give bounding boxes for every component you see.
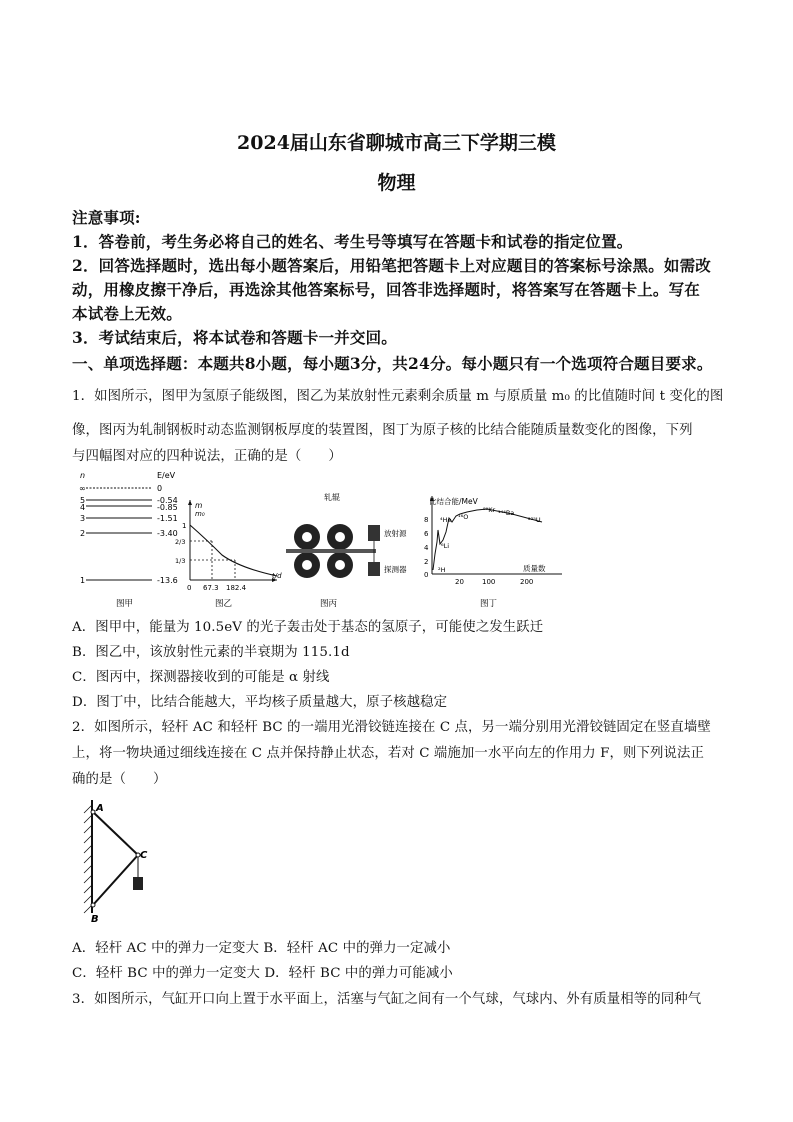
ytick: 2/3	[175, 538, 186, 546]
source-label: 放射源	[384, 529, 407, 538]
roller-label: 轧辊	[324, 493, 340, 502]
q1-stem-line: 像，图丙为轧制钢板时动态监测钢板厚度的装置图，图丁为原子核的比结合能随质量数变化的图像，下列	[72, 423, 693, 438]
q1-option-c: C．图丙中，探测器接收到的可能是 α 射线	[72, 670, 330, 685]
nuclide-label: ⁸⁹Kr	[483, 506, 496, 514]
roller-hub	[335, 560, 345, 570]
section-heading: 一、单项选择题：本题共8小题，每小题3分，共24分。每小题只有一个选项符合题目要求。	[72, 354, 713, 373]
ytick: 2	[424, 558, 429, 566]
q2-options-line: A．轻杆 AC 中的弹力一定变大 B．轻杆 AC 中的弹力一定减小	[72, 941, 451, 956]
n-axis-label: n	[80, 471, 86, 480]
rod-bc	[93, 855, 138, 905]
notice-item: 本试卷上无效。	[72, 304, 182, 323]
q1-option-a: A．图甲中，能量为 10.5eV 的光子轰击处于基态的氢原子，可能使之发生跃迁	[72, 620, 544, 635]
level-e: -0.54	[157, 496, 178, 505]
nuclide-label: ¹⁶O	[458, 513, 469, 521]
e-axis-label: E/eV	[157, 471, 176, 480]
subject-title: 物理	[377, 172, 416, 194]
q1-option-d: D．图丁中，比结合能越大，平均核子质量越大，原子核越稳定	[72, 695, 448, 710]
ytick: 6	[424, 530, 429, 538]
notice-item: 动，用橡皮擦干净后，再选涂其他答案标号，回答非选择题时，将答案写在答题卡上。写在	[72, 280, 701, 299]
level-e: -1.51	[157, 514, 178, 523]
q2-stem-line: 2．如图所示，轻杆 AC 和轻杆 BC 的一端用光滑铰链连接在 C 点，另一端分别用光滑铰链固定在竖直墙壁	[72, 720, 711, 735]
ylabel-m: m	[195, 501, 203, 510]
level-n: 5	[80, 496, 86, 505]
caption-ding: 图丁	[480, 599, 498, 609]
ytick: 0	[424, 571, 429, 579]
q1-stem-line: 1．如图所示，图甲为氢原子能级图，图乙为某放射性元素剩余质量 m 与原质量 m₀ 的比值随时间 t 变化的图	[72, 389, 724, 404]
level-n: 1	[80, 576, 86, 585]
level-e: -0.85	[157, 503, 178, 512]
detector-label: 探测器	[384, 565, 407, 574]
label-a: A	[96, 803, 104, 814]
nuclide-label: ⁴He	[440, 516, 452, 524]
y-arrow	[188, 500, 192, 505]
figure-yi	[175, 500, 282, 609]
nuclide-label: ²H	[438, 566, 446, 574]
q1-figures	[72, 470, 572, 610]
figure-jia	[79, 471, 178, 609]
notice-item: 2．回答选择题时，选出每小题答案后，用铅笔把答题卡上对应题目的答案标号涂黑。如需改	[72, 256, 711, 275]
nuclide-label: ¹⁴⁴Ba	[498, 509, 515, 517]
nuclide-label: ²³⁵U	[528, 516, 541, 524]
figure-ding	[424, 496, 562, 609]
block	[133, 877, 143, 890]
q2-options-line: C．轻杆 BC 中的弹力一定变大 D．轻杆 BC 中的弹力可能减小	[72, 966, 453, 981]
level-e: -13.6	[157, 576, 178, 585]
roller-hub	[302, 560, 312, 570]
radiation-source	[368, 525, 380, 541]
q2-stem-line: 上，将一物块通过细线连接在 C 点并保持静止状态，若对 C 端施加一水平向左的作用力 F，则下列说法正	[72, 746, 704, 761]
xtick: 100	[482, 578, 496, 586]
tick-1: 1	[182, 522, 187, 530]
ylabel-m0: m₀	[195, 510, 205, 518]
level-e: 0	[157, 484, 163, 493]
notice-heading: 注意事项:	[72, 208, 141, 227]
xtick: 20	[455, 578, 464, 586]
level-n: 4	[80, 503, 86, 512]
ytick: 4	[424, 544, 429, 552]
caption-bing: 图丙	[320, 599, 338, 609]
rod-ac	[93, 812, 138, 855]
ding-ylabel: 比结合能/MeV	[429, 497, 478, 506]
nuclide-label: ⁶Li	[441, 542, 450, 550]
label-c: C	[140, 850, 148, 861]
level-n: 3	[80, 514, 86, 523]
xtick: 0	[187, 584, 192, 592]
hinge-a	[91, 810, 95, 814]
decay-curve	[190, 525, 277, 576]
label-b: B	[91, 914, 99, 925]
q2-stem-line: 确的是（ ）	[72, 772, 167, 787]
roller-hub	[302, 532, 312, 542]
q1-stem-line: 与四幅图对应的四种说法，正确的是（ ）	[72, 449, 342, 464]
steel-plate	[286, 549, 376, 553]
detector	[368, 562, 380, 576]
level-n: 2	[80, 529, 86, 538]
q1-option-b: B．图乙中，该放射性元素的半衰期为 115.1d	[72, 645, 350, 660]
ytick: 8	[424, 516, 429, 524]
caption-jia: 图甲	[116, 599, 134, 609]
xtick: 182.4	[226, 584, 247, 592]
level-n: ∞	[79, 484, 86, 493]
caption-yi: 图乙	[215, 599, 233, 609]
figure-bing	[286, 492, 407, 609]
q3-stem-line: 3．如图所示，气缸开口向上置于水平面上，活塞与气缸之间有一个气球，气球内、外有质量相等的同种气	[72, 992, 702, 1007]
ytick: 1/3	[175, 557, 186, 565]
xtick: 200	[520, 578, 534, 586]
exam-title: 2024届山东省聊城市高三下学期三模	[237, 132, 556, 154]
ding-xlabel: 质量数	[523, 564, 546, 573]
roller-hub	[335, 532, 345, 542]
notice-item: 1．答卷前，考生务必将自己的姓名、考生号等填写在答题卡和试卷的指定位置。	[72, 232, 633, 251]
wall-hatching	[84, 805, 92, 913]
xlabel-t: t/d	[272, 572, 282, 580]
xtick: 67.3	[203, 584, 219, 592]
notice-item: 3．考试结束后，将本试卷和答题卡一并交回。	[72, 328, 397, 347]
level-e: -3.40	[157, 529, 178, 538]
q2-figure	[80, 795, 170, 925]
hinge-b	[91, 903, 95, 907]
